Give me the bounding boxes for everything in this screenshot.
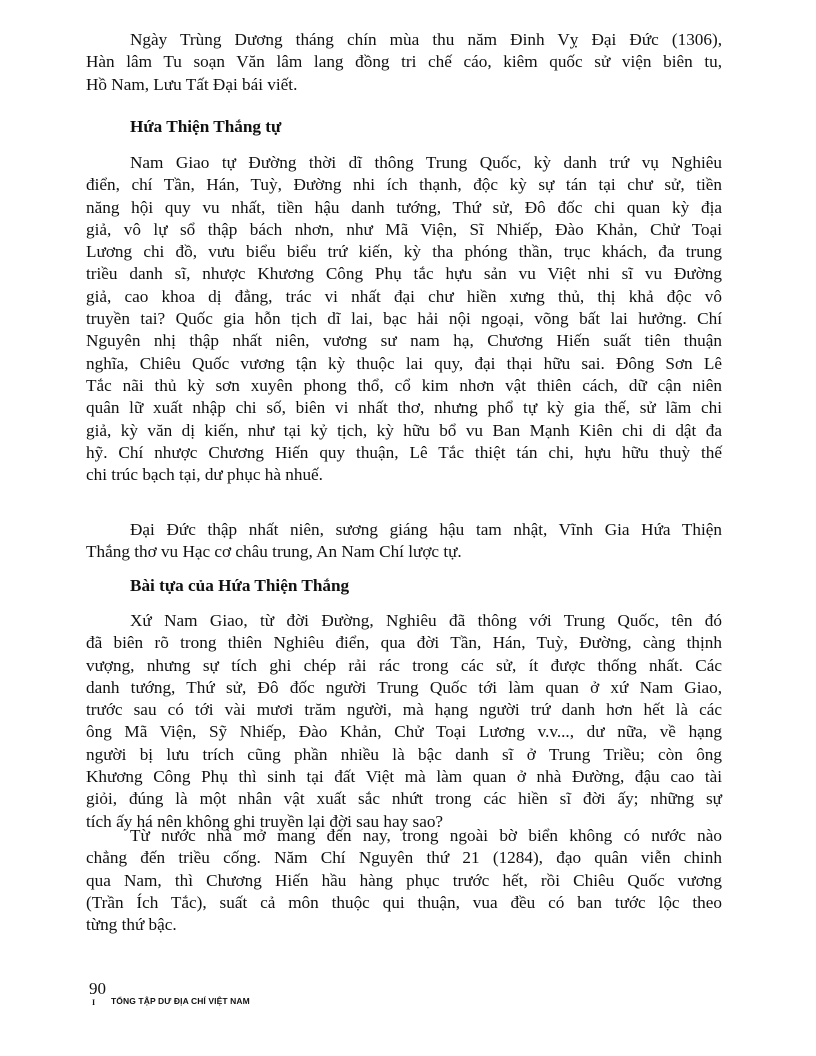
text-line: Khương Công Phụ thì sinh tại đất Việt mà làm quan ở nhà Đường, đậu cao tài [86, 767, 722, 787]
paragraph-4 [86, 610, 722, 833]
page-marker: I [92, 998, 96, 1007]
paragraph-2 [86, 152, 722, 486]
text-line: Thắng thơ vu Hạc cơ châu trung, An Nam Chí lược tự. [86, 542, 462, 562]
text-line: giả, cao khoa dị đẳng, trác vi nhất đại chư hiền xưng thủ, thị khả độc vô [86, 286, 722, 306]
page-number: 90 [89, 979, 106, 998]
text-line: nghĩa, Chiêu Quốc vương tận kỳ thuộc lai quy, đại thại hữu sai. Đông Sơn Lê [86, 353, 722, 373]
text-line: Xứ Nam Giao, từ đời Đường, Nghiêu đã thông với Trung Quốc, tên đó [130, 611, 722, 630]
text-line: chi trúc bạch tại, dư phục hà nhuế. [86, 465, 323, 485]
text-line: vượng, nhưng sự tích ghi chép rải rác trong các sử, ít được thống nhất. Các [86, 655, 722, 675]
text-line: điển, chí Tần, Hán, Tuỳ, Đường nhi ích thạnh, độc kỳ sự tán tại chư sử, tiền [86, 175, 722, 195]
text-line: Từ nước nhà mở mang đến nay, trong ngoài bờ biển không có nước nào [130, 826, 722, 845]
book-title: TỔNG TẬP DƯ ĐỊA CHÍ VIỆT NAM [111, 996, 250, 1006]
section-heading: Bài tựa của Hứa Thiện Thắng [130, 576, 350, 595]
text-line: (Trần Ích Tắc), suất cả môn thuộc qui thuận, vua đều có ban tước lộc theo [86, 892, 722, 912]
paragraph-1 [86, 29, 722, 96]
section-heading-1 [86, 116, 722, 138]
text-line: Nam Giao tự Đường thời dĩ thông Trung Quốc, kỳ danh trứ vụ Nghiêu [130, 153, 722, 172]
text-line: giỏi, đúng là một nhân vật xuất sắc nhứt trong các hiền sĩ đời ấy; những sự [86, 789, 722, 809]
text-line: triều danh sĩ, nhược Khương Công Phụ tắc hựu sản vu Việt nhi sĩ vu Đường [86, 264, 722, 284]
text-line: Hàn lâm Tu soạn Văn lâm lang đồng tri chế cáo, kiêm quốc sử viện biên tu, [86, 52, 722, 72]
text-line: tích ấy há nên không ghi truyền lại đời sau hay sao? [86, 811, 444, 831]
text-line: chẳng đến triều cống. Năm Chí Nguyên thứ 21 (1284), đạo quân viễn chinh [86, 848, 722, 868]
text-line: đã biên rõ trong thiên Nghiêu điển, qua đời Tần, Hán, Tuỳ, Đường, càng thịnh [86, 633, 722, 653]
text-line: trước sau có tới vài mươi trăm người, mà hạng người trứ danh hơn hết là các [86, 700, 722, 720]
text-line: Hồ Nam, Lưu Tất Đại bái viết. [86, 74, 298, 94]
text-line: từng thứ bậc. [86, 915, 177, 935]
text-line: qua Nam, thì Chương Hiến hầu hàng phục trước hết, rồi Chiêu Quốc vương [86, 870, 722, 890]
text-line: giả, vô lự sổ thập bách nhơn, như Mã Viện, Sĩ Nhiếp, Đào Khản, Chử Toại [86, 219, 722, 239]
paragraph-5 [86, 825, 722, 936]
text-line: Lương chi đồ, vưu biểu biểu trứ kiến, kỳ tha phóng thần, trục khách, đa trung [86, 242, 722, 262]
text-line: hỹ. Chí nhược Chương Hiến quy thuận, Lê Tắc thiệt tán chi, hựu hữu thuỳ thế [86, 442, 722, 462]
text-line: danh tướng, Thứ sử, Đô đốc người Trung Quốc tới làm quan ở xứ Nam Giao, [86, 677, 722, 697]
text-line: giả, kỳ văn dị kiến, như tại kỷ tịch, kỳ hữu bổ vu Ban Mạnh Kiên chi di dật đa [86, 420, 722, 440]
text-line: Tắc nãi thủ kỳ sơn xuyên phong thổ, cổ kim nhơn vật thiên cách, dữ cận niên [86, 375, 722, 395]
text-line: Đại Đức thập nhất niên, sương giáng hậu tam nhật, Vĩnh Gia Hứa Thiện [130, 520, 722, 539]
text-line: quân lữ xuất nhập chi số, biên vi nhất thơ, nhưng phổ tự kỳ gia thế, sử lãm chi [86, 398, 722, 418]
text-line: người bị lưu trích cũng phần nhiều là bậc danh sĩ ở Trung Triều; còn ông [86, 744, 722, 764]
section-heading: Hứa Thiện Thắng tự [130, 117, 282, 136]
paragraph-3 [86, 519, 722, 564]
text-line: năng hội quy vu nhất, tiền hậu danh tướng, Thứ sử, Đô đốc chi quan kỳ địa [86, 197, 722, 217]
section-heading-2 [86, 575, 722, 597]
text-line: ông Mã Viện, Sỹ Nhiếp, Đào Khản, Chử Toại Lương v.v..., dư nữa, về hạng [86, 722, 722, 742]
text-line: truyền tai? Quốc gia hỗn tịch dĩ lai, bạc hải nội ngoại, võng bất lai hưởng. Chí [86, 309, 722, 329]
text-line: Nguyên nhị thập nhất niên, vương sư nam hạ, Chương Hiến suất tiên thuận [86, 331, 722, 351]
text-line: Ngày Trùng Dương tháng chín mùa thu năm Đinh Vỵ Đại Đức (1306), [130, 30, 722, 49]
